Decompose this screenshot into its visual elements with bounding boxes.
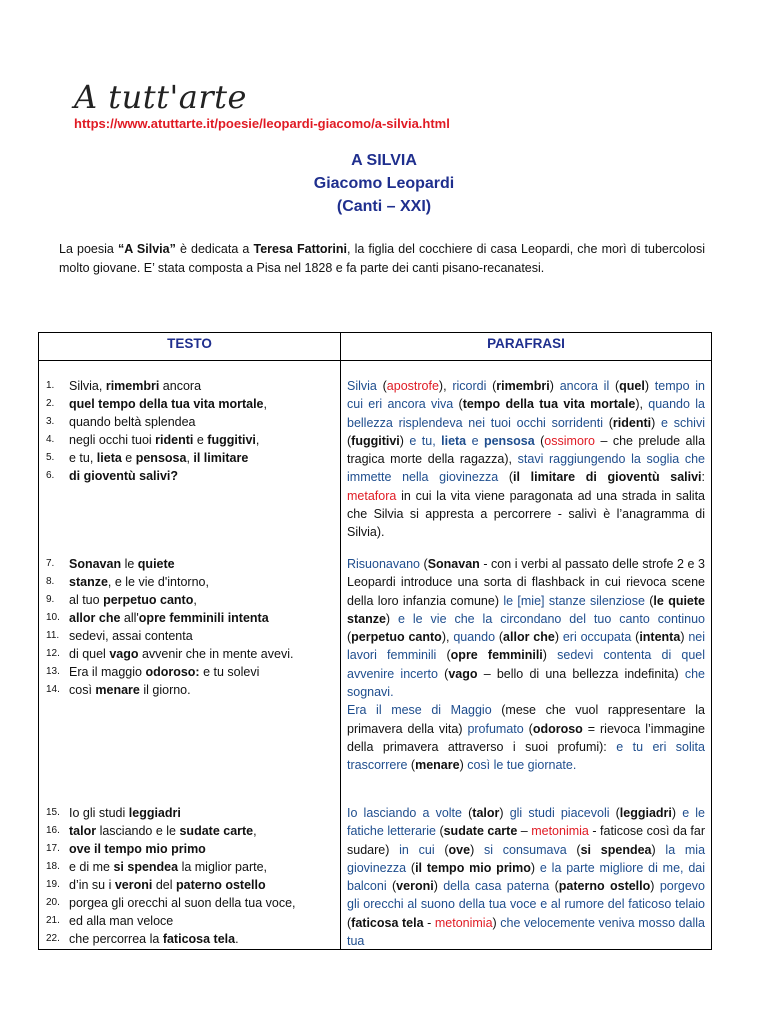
text-run: paterno ostello	[558, 879, 651, 894]
text-run: ossimoro	[544, 433, 596, 448]
verse-run: menare	[95, 683, 140, 697]
text-run: )	[530, 860, 540, 875]
verse-run: ,	[253, 824, 257, 838]
verse-run: quando beltà splendea	[69, 415, 196, 429]
text-run: )	[651, 842, 666, 857]
verse-number: 5.	[46, 452, 55, 463]
text-run: ove	[448, 842, 471, 857]
verse-run: il giorno.	[139, 683, 191, 697]
text-run: lieta	[441, 433, 467, 448]
text-run: ),	[441, 630, 454, 645]
text-run: tempo della tua vita mortale	[462, 397, 636, 412]
verse-number: 7.	[46, 558, 55, 569]
text-run: )	[644, 379, 655, 393]
text-run: perpetuo canto	[351, 630, 442, 645]
verse-run: faticosa tela	[162, 932, 236, 946]
site-logo: A tutt'arte	[74, 78, 247, 116]
source-url-link[interactable]: https://www.atuttarte.it/poesie/leopardi-giacomo/a-silvia.html	[74, 116, 450, 131]
text-run: )	[499, 806, 510, 820]
text-run: odoroso	[532, 721, 583, 736]
verse-text	[69, 449, 248, 467]
text-run: -	[423, 915, 435, 930]
column-divider	[340, 333, 341, 949]
text-run: (	[644, 593, 654, 608]
text-run: (	[498, 470, 514, 485]
verse-run: fuggitivi	[207, 433, 256, 447]
text-run: porgevo gli orecchi al suono della tua voce e al rumore del faticoso telaio	[347, 879, 706, 912]
text-run: talor	[472, 806, 500, 820]
text-run: intenta	[639, 630, 681, 645]
text-run: (	[435, 824, 444, 839]
verse-run: talor	[69, 824, 97, 838]
verse-line	[39, 555, 339, 573]
text-run: La poesia	[59, 242, 118, 256]
text-run: ricordi	[452, 379, 487, 393]
verse-run: leggiadri	[128, 806, 181, 820]
verse-run: stanze	[69, 575, 108, 589]
verse-text	[69, 912, 173, 930]
verse-run: ridenti	[155, 433, 194, 447]
verse-text	[69, 413, 196, 431]
verse-run: sedevi, assai contenta	[69, 629, 193, 643]
text-run: rimembri	[496, 379, 550, 393]
text-run: – che prelude alla tragica morte della ragazza),	[347, 433, 706, 467]
verse-number: 21.	[46, 915, 60, 926]
text-run: )	[470, 842, 484, 857]
verse-text	[69, 573, 209, 591]
text-run: (	[407, 758, 416, 773]
verse-run: e tu,	[69, 451, 97, 465]
poem-title: A SILVIA	[351, 152, 417, 169]
verse-run: perpetuo canto	[103, 593, 194, 607]
stanza-2-verses	[39, 555, 339, 699]
text-run: (	[434, 842, 449, 857]
text-run: )	[459, 758, 468, 773]
verse-run: quiete	[137, 557, 175, 571]
text-run: e tu,	[409, 433, 442, 448]
text-run: (	[376, 379, 387, 393]
text-run: )	[399, 433, 410, 448]
text-run: e la parte migliore di me, dai balconi	[347, 860, 705, 894]
text-run: metonimia	[531, 824, 589, 839]
verse-run: pensosa	[135, 451, 187, 465]
verse-text	[69, 591, 197, 609]
text-run: menare	[415, 758, 460, 773]
verse-run: d’in su i	[69, 878, 115, 892]
text-run: gli studi piacevoli	[509, 806, 610, 820]
text-run: ridenti	[612, 415, 652, 430]
verse-run: Io gli studi	[69, 806, 129, 820]
text-run: )	[492, 915, 501, 930]
verse-text	[69, 894, 296, 912]
verse-run: sudate carte	[179, 824, 254, 838]
text-run: allor che	[503, 630, 555, 645]
text-run: (	[347, 915, 352, 930]
column-header-text: TESTO	[167, 336, 212, 351]
verse-number: 16.	[46, 825, 60, 836]
verse-text	[69, 645, 293, 663]
verse-run: ed alla man veloce	[69, 914, 174, 928]
verse-run: avvenir che in mente avevi.	[138, 647, 294, 661]
text-run: vago	[448, 666, 478, 681]
text-run: quel	[619, 379, 645, 393]
text-run: fuggitivi	[351, 433, 400, 448]
text-run: (	[609, 379, 620, 393]
stanza-1-verses	[39, 377, 339, 485]
verse-line	[39, 681, 339, 699]
text-run: sedevi contenta di quel avvenire incerto	[347, 648, 706, 681]
text-run: )	[671, 806, 683, 820]
verse-text	[69, 681, 191, 699]
poem-source: (Canti – XXI)	[336, 198, 432, 215]
text-run: della casa paterna	[443, 879, 550, 894]
text-run: sudate carte	[443, 824, 518, 839]
text-run: quando la bellezza risplendeva nei tuoi occhi sorridenti	[347, 397, 705, 430]
verse-text	[69, 467, 178, 485]
verse-run: ,	[255, 433, 260, 447]
verse-text	[69, 555, 175, 573]
verse-run: e tu solevi	[199, 665, 260, 679]
verse-number: 10.	[46, 612, 60, 623]
verse-text	[69, 431, 259, 449]
verse-number: 15.	[46, 807, 60, 818]
verse-line	[39, 645, 339, 663]
text-run: e le fatiche letterarie	[347, 806, 705, 839]
verse-number: 20.	[46, 897, 60, 908]
verse-run: .	[235, 932, 239, 946]
text-run: è dedicata a	[175, 242, 254, 256]
text-run: e	[466, 433, 484, 448]
verse-run: negli occhi tuoi	[69, 433, 156, 447]
verse-text	[69, 930, 239, 948]
text-run: ancora il	[559, 379, 610, 393]
header-divider	[39, 360, 711, 361]
poem-table	[38, 332, 712, 950]
text-run: che sognavi.	[347, 666, 705, 700]
verse-run: , e le vie d'intorno,	[107, 575, 209, 589]
verse-run: così	[69, 683, 96, 697]
text-run: apostrofe	[386, 379, 439, 393]
text-run: (	[602, 415, 613, 430]
intro-paragraph	[59, 240, 705, 278]
text-run: (	[347, 630, 352, 645]
verse-number: 14.	[46, 684, 60, 695]
verse-run: paterno ostello	[176, 878, 266, 892]
text-run: )	[385, 611, 399, 626]
poem-author: Giacomo Leopardi	[313, 175, 455, 192]
text-run: (	[386, 879, 397, 894]
text-run: nei lavori femminili	[347, 630, 706, 663]
text-run: in cui la vita viene paragonata ad una strada in salita che Silvia si appresta a percorrere - salivì è l’anagramma di Silvia).	[347, 488, 705, 540]
verse-line	[39, 377, 339, 395]
text-run: (	[437, 666, 449, 681]
text-run: (	[486, 379, 497, 393]
verse-run: al tuo	[69, 593, 104, 607]
verse-line	[39, 609, 339, 627]
verse-text	[69, 822, 257, 840]
verse-run: e	[121, 451, 136, 465]
text-run: ),	[438, 379, 453, 393]
verse-number: 18.	[46, 861, 60, 872]
verse-run: il limitare	[193, 451, 249, 465]
text-run: Teresa Fattorini	[253, 242, 347, 256]
text-run: Silvia	[347, 379, 377, 393]
text-run: ),	[635, 397, 649, 412]
text-run: quando	[453, 630, 496, 645]
verse-number: 4.	[46, 434, 55, 445]
text-run: si consumava	[483, 842, 567, 857]
text-run: il limitare di gioventù salivi	[513, 470, 702, 485]
verse-run: ancora	[159, 379, 202, 393]
verse-run: che percorrea la	[69, 932, 163, 946]
verse-line	[39, 804, 339, 822]
verse-run: opre femminili intenta	[138, 611, 269, 625]
verse-run: le	[121, 557, 138, 571]
verse-number: 19.	[46, 879, 60, 890]
text-run: si spendea	[580, 842, 652, 857]
text-run: (	[419, 557, 428, 571]
verse-run: lasciando e le	[96, 824, 180, 838]
stanza-3-verses	[39, 804, 339, 948]
text-run: )	[554, 630, 563, 645]
verse-run: vago	[109, 647, 139, 661]
text-run: –	[517, 824, 532, 839]
verse-line	[39, 627, 339, 645]
verse-run: lieta	[96, 451, 122, 465]
verse-number: 11.	[46, 630, 60, 641]
text-run: metafora	[347, 488, 397, 503]
verse-number: 3.	[46, 416, 55, 427]
text-run: e tu eri solita trascorrere	[347, 739, 705, 773]
verse-run: rimembri	[105, 379, 160, 393]
verse-line	[39, 431, 339, 449]
text-run: (	[566, 842, 581, 857]
verse-line	[39, 591, 339, 609]
text-run: le [mie] stanze silenziose	[503, 593, 645, 608]
verse-line	[39, 930, 339, 948]
text-run: faticosa tela	[351, 915, 424, 930]
verse-run: di quel	[69, 647, 110, 661]
verse-number: 9.	[46, 594, 55, 605]
text-run: (	[462, 806, 473, 820]
verse-line	[39, 395, 339, 413]
verse-number: 22.	[46, 933, 60, 944]
verse-run: Era il maggio	[69, 665, 146, 679]
verse-line	[39, 663, 339, 681]
text-run: )	[433, 879, 444, 894]
verse-line	[39, 840, 339, 858]
text-run: , la figlia del cocchiere di casa Leopardi, che morì di tubercolosi molto giovane. E’ stata composta a Pisa nel 1828 e fa parte dei canti pisano-recanatesi.	[59, 242, 705, 275]
text-run: stavi raggiungendo la soglia che immette nella giovinezza	[347, 452, 705, 485]
verse-number: 1.	[46, 380, 55, 391]
text-run: pensosa	[483, 433, 535, 448]
text-run: così le tue giornate.	[467, 758, 577, 773]
verse-run: allor che	[69, 611, 121, 625]
stanza-1-paraphrase	[347, 377, 705, 542]
verse-line	[39, 894, 339, 912]
verse-run: quel tempo della tua vita mortale	[69, 397, 264, 411]
verse-line	[39, 413, 339, 431]
verse-number: 2.	[46, 398, 55, 409]
text-run: )	[650, 879, 660, 894]
verse-line	[39, 858, 339, 876]
text-run: il tempo mio primo	[415, 860, 531, 875]
verse-line	[39, 876, 339, 894]
text-run: (	[534, 433, 545, 448]
text-run: )	[680, 630, 689, 645]
text-run: (	[495, 630, 504, 645]
verse-text	[69, 663, 259, 681]
verse-number: 17.	[46, 843, 60, 854]
stanza-3-paraphrase	[347, 804, 705, 950]
verse-text	[69, 609, 269, 627]
verse-run: di gioventù salivi?	[69, 469, 179, 483]
text-run: “A Silvia”	[117, 242, 176, 256]
text-run: e le vie che la circondano del tuo canto continuo	[398, 611, 705, 626]
verse-run: si spendea	[113, 860, 179, 874]
text-run: )	[542, 648, 558, 663]
text-run: eri occupata	[562, 630, 632, 645]
verse-run: e	[193, 433, 208, 447]
verse-text	[69, 840, 206, 858]
verse-run: e di me	[69, 860, 114, 874]
text-run: Io lasciando a volte	[347, 806, 462, 820]
text-run: che velocemente veniva mosso dalla tua	[347, 915, 706, 949]
text-run: opre femminili	[450, 648, 543, 663]
verse-text	[69, 377, 201, 395]
text-run: in cui	[399, 842, 435, 857]
verse-run: ,	[193, 593, 197, 607]
text-run: (	[436, 648, 451, 663]
text-run: – bello di una bellezza indefinita)	[477, 666, 685, 681]
text-run: )	[651, 415, 662, 430]
text-run: Era il mese di Maggio	[347, 703, 492, 718]
verse-run: veroni	[114, 878, 153, 892]
text-run: la mia giovinezza	[347, 842, 706, 875]
verse-text	[69, 876, 266, 894]
verse-text	[69, 395, 267, 413]
verse-run: del	[152, 878, 177, 892]
verse-line	[39, 573, 339, 591]
verse-text	[69, 627, 193, 645]
text-run: = rievoca l’immagine della primavera attraverso i suoi profumi):	[347, 721, 705, 754]
text-run: metonimia	[434, 915, 493, 930]
verse-run: odoroso:	[145, 665, 200, 679]
verse-line	[39, 449, 339, 467]
text-run: profumato	[467, 721, 524, 736]
verse-text	[69, 858, 267, 876]
verse-number: 6.	[46, 470, 55, 481]
text-run: (	[609, 806, 620, 820]
verse-run: ove il tempo mio primo	[69, 842, 206, 856]
text-run: (mese che vuol rappresentare la primavera della vita)	[347, 703, 705, 736]
text-run: Sonavan	[427, 557, 480, 571]
verse-text	[69, 804, 181, 822]
text-run: :	[701, 470, 706, 485]
verse-run: all'	[120, 611, 139, 625]
verse-run: Sonavan	[69, 557, 122, 571]
verse-run: porgea gli orecchi al suon della tua voce,	[69, 896, 296, 910]
text-run: le quiete stanze	[347, 593, 705, 626]
text-run: )	[549, 379, 560, 393]
verse-run: Silvia,	[69, 379, 106, 393]
text-run: leggiadri	[619, 806, 672, 820]
text-run: - faticose così da far sudare)	[347, 824, 705, 857]
verse-run: ,	[263, 397, 267, 411]
stanza-2-paraphrase	[347, 555, 705, 775]
verse-number: 12.	[46, 648, 60, 659]
text-run: - con i verbi al passato delle strofe 2 e 3 Leopardi introduce una sorta di flashback in cui rievoca scene della loro infanzia comune)	[347, 557, 705, 608]
text-run: (	[523, 721, 533, 736]
text-run: (	[406, 860, 416, 875]
column-header-paraphrase: PARAFRASI	[487, 336, 565, 351]
text-run: (	[453, 397, 463, 412]
verse-line	[39, 467, 339, 485]
verse-line	[39, 912, 339, 930]
verse-run: ,	[186, 451, 194, 465]
text-run: Risuonavano	[347, 557, 420, 571]
verse-run: la miglior parte,	[178, 860, 268, 874]
text-run: (	[347, 433, 352, 448]
verse-number: 8.	[46, 576, 55, 587]
verse-number: 13.	[46, 666, 60, 677]
text-run: veroni	[396, 879, 434, 894]
text-run: e schivi	[661, 415, 705, 430]
verse-line	[39, 822, 339, 840]
text-run: (	[549, 879, 559, 894]
text-run: tempo in cui eri ancora viva	[347, 379, 706, 412]
text-run: (	[631, 630, 640, 645]
